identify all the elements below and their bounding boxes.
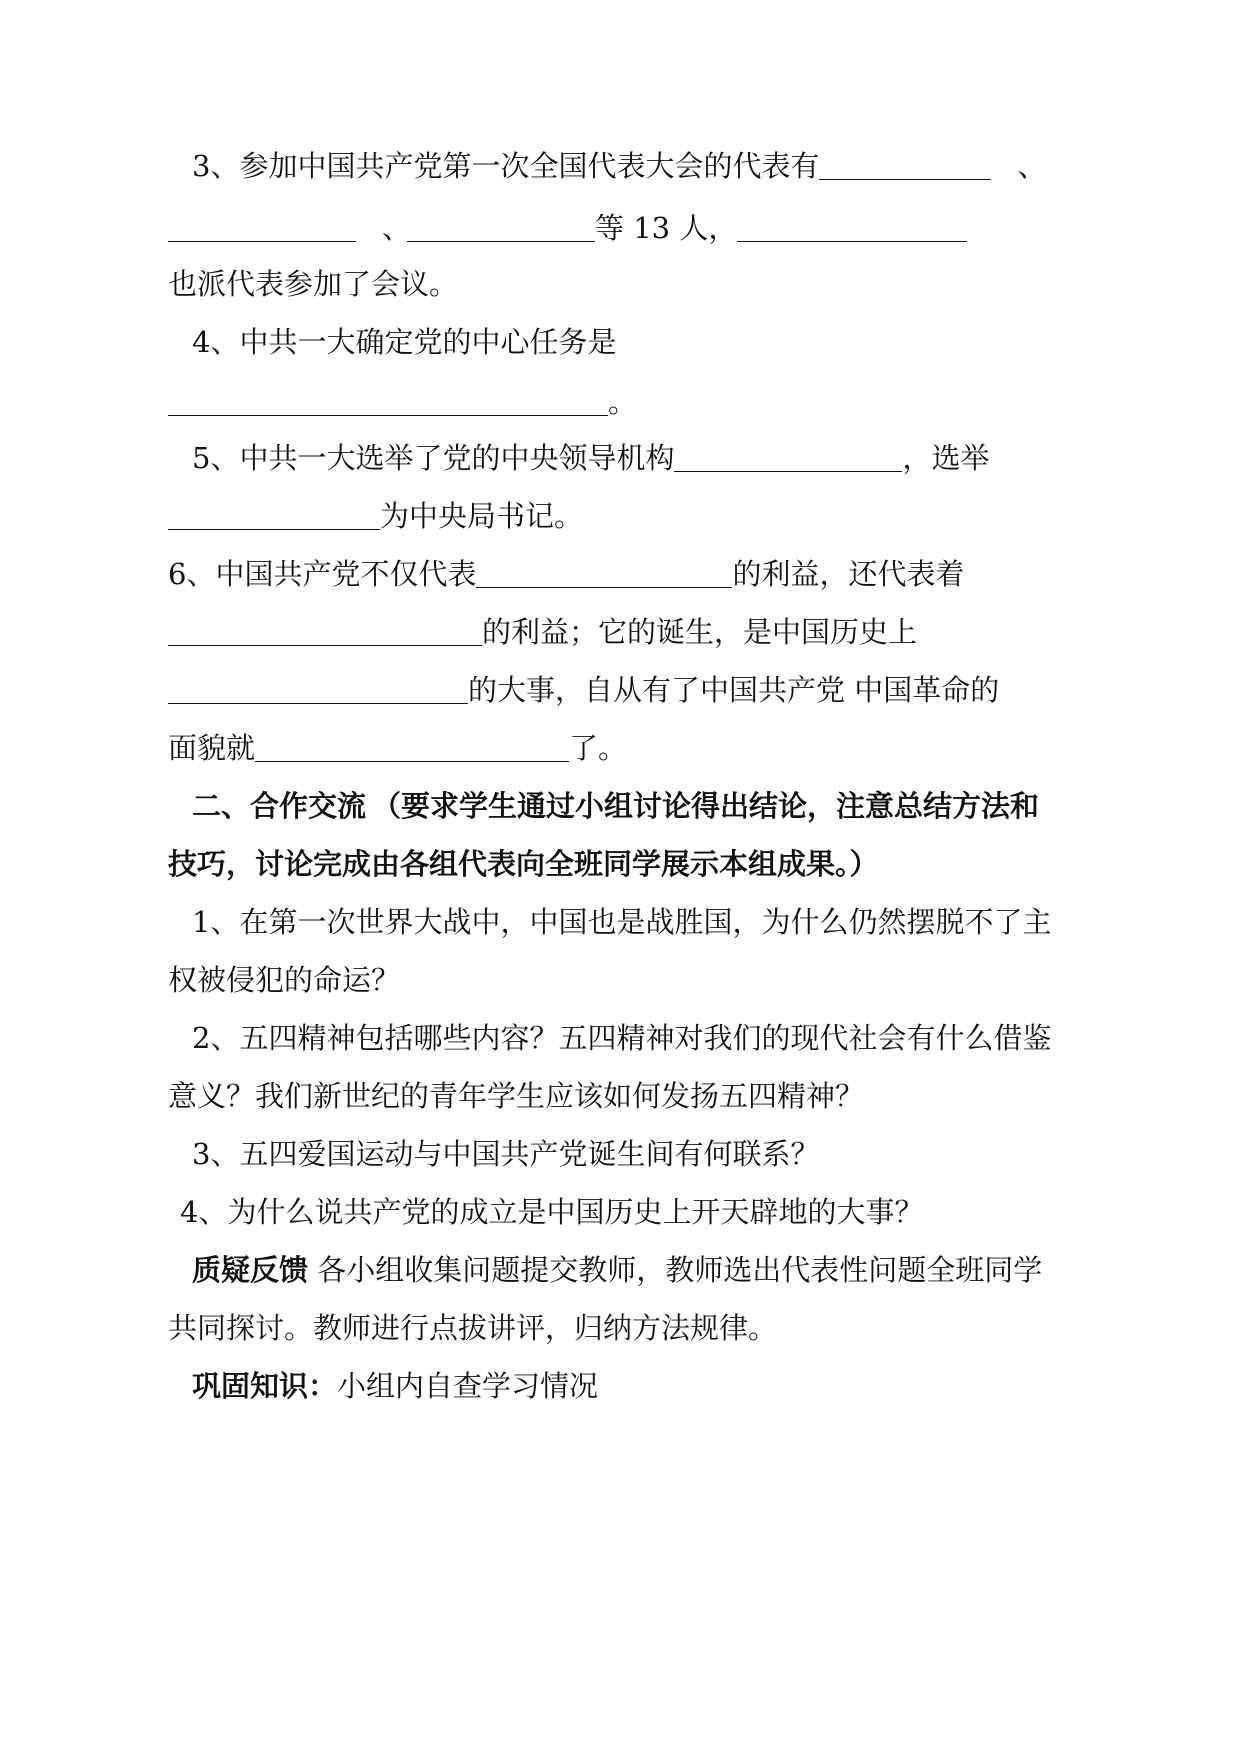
discussion-2a: 2、五四精神包括哪些内容？五四精神对我们的现代社会有什么借鉴: [192, 1021, 1052, 1055]
feedback-text-1: 各小组收集问题提交教师，教师选出代表性问题全班同学: [308, 1253, 1043, 1287]
q6-after-4: 了。: [569, 731, 628, 765]
consolidate-text: 小组内自查学习情况: [337, 1369, 599, 1403]
q4-line-2: [168, 382, 637, 422]
discussion-1b: 权被侵犯的命运？: [168, 963, 401, 997]
q6-blank-3[interactable]: [168, 673, 468, 704]
discussion-1a: 1、在第一次世界大战中，中国也是战胜国，为什么仍然摆脱不了主: [192, 905, 1052, 939]
discussion-2b: 意义？我们新世纪的青年学生应该如何发扬五四精神？: [168, 1079, 865, 1113]
q5-after-1: ，选举: [902, 441, 990, 475]
section2-heading-line: [192, 786, 1039, 826]
feedback-label: 质疑反馈: [192, 1253, 309, 1287]
section2-heading: 二、合作交流: [192, 789, 367, 823]
feedback-text-2: 共同探讨。教师进行点拔讲评，归纳方法规律。: [168, 1311, 778, 1345]
q3-text: 3、参加中国共产党第一次全国代表大会的代表有: [192, 149, 820, 183]
q5-blank-2[interactable]: [168, 499, 380, 530]
section2-desc-2: 技巧，讨论完成由各组代表向全班同学展示本组成果。）: [168, 847, 879, 881]
q5-line-2: [168, 496, 583, 536]
q5-line-1: [192, 438, 989, 478]
q4-blank[interactable]: [168, 385, 608, 416]
q3-mid: 等 13 人，: [595, 211, 738, 245]
q6-line-3: [168, 670, 999, 710]
q6-line-1: [168, 554, 964, 594]
q6-blank-4[interactable]: [255, 731, 569, 762]
section2-desc-1: （要求学生通过小组讨论得出结论，注意总结方法和: [372, 789, 1040, 823]
q3-blank-1[interactable]: [819, 149, 991, 180]
q6-text: 6、中国共产党不仅代表: [168, 557, 477, 591]
consolidate-line: [192, 1366, 598, 1406]
q3-line-2: [168, 208, 967, 248]
q3-line-1: [192, 146, 1046, 186]
q6-line-4: [168, 728, 627, 768]
q5-text: 5、中共一大选举了党的中央领导机构: [192, 441, 675, 475]
q6-blank-1[interactable]: [476, 557, 732, 588]
discussion-4: 4、为什么说共产党的成立是中国历史上开天辟地的大事？: [180, 1195, 924, 1229]
q6-after-2: 的利益；它的诞生，是中国历史上: [482, 615, 918, 649]
feedback-line-1: [192, 1250, 1042, 1290]
q6-after-3: 的大事，自从有了中国共产党 中国革命的: [468, 673, 1000, 707]
q6-after-1: 的利益，还代表着: [732, 557, 965, 591]
consolidate-label: 巩固知识：: [192, 1369, 338, 1403]
q6-line-4-text: 面貌就: [168, 731, 256, 765]
q6-blank-2[interactable]: [168, 615, 482, 646]
q3-sep-1: 、: [1017, 149, 1047, 183]
q4-end: 。: [608, 385, 638, 419]
q3-sep-2: 、: [382, 211, 412, 245]
q6-line-2: [168, 612, 917, 652]
q5-after-2: 为中央局书记。: [380, 499, 584, 533]
q3-line-3: 也派代表参加了会议。: [168, 267, 459, 301]
q4-line-1: 4、中共一大确定党的中心任务是: [192, 325, 617, 359]
q3-blank-3[interactable]: [407, 211, 595, 242]
q5-blank-1[interactable]: [674, 441, 902, 472]
q3-blank-4[interactable]: [737, 211, 967, 242]
q3-blank-2[interactable]: [168, 211, 356, 242]
discussion-3: 3、五四爱国运动与中国共产党诞生间有何联系？: [192, 1137, 820, 1171]
